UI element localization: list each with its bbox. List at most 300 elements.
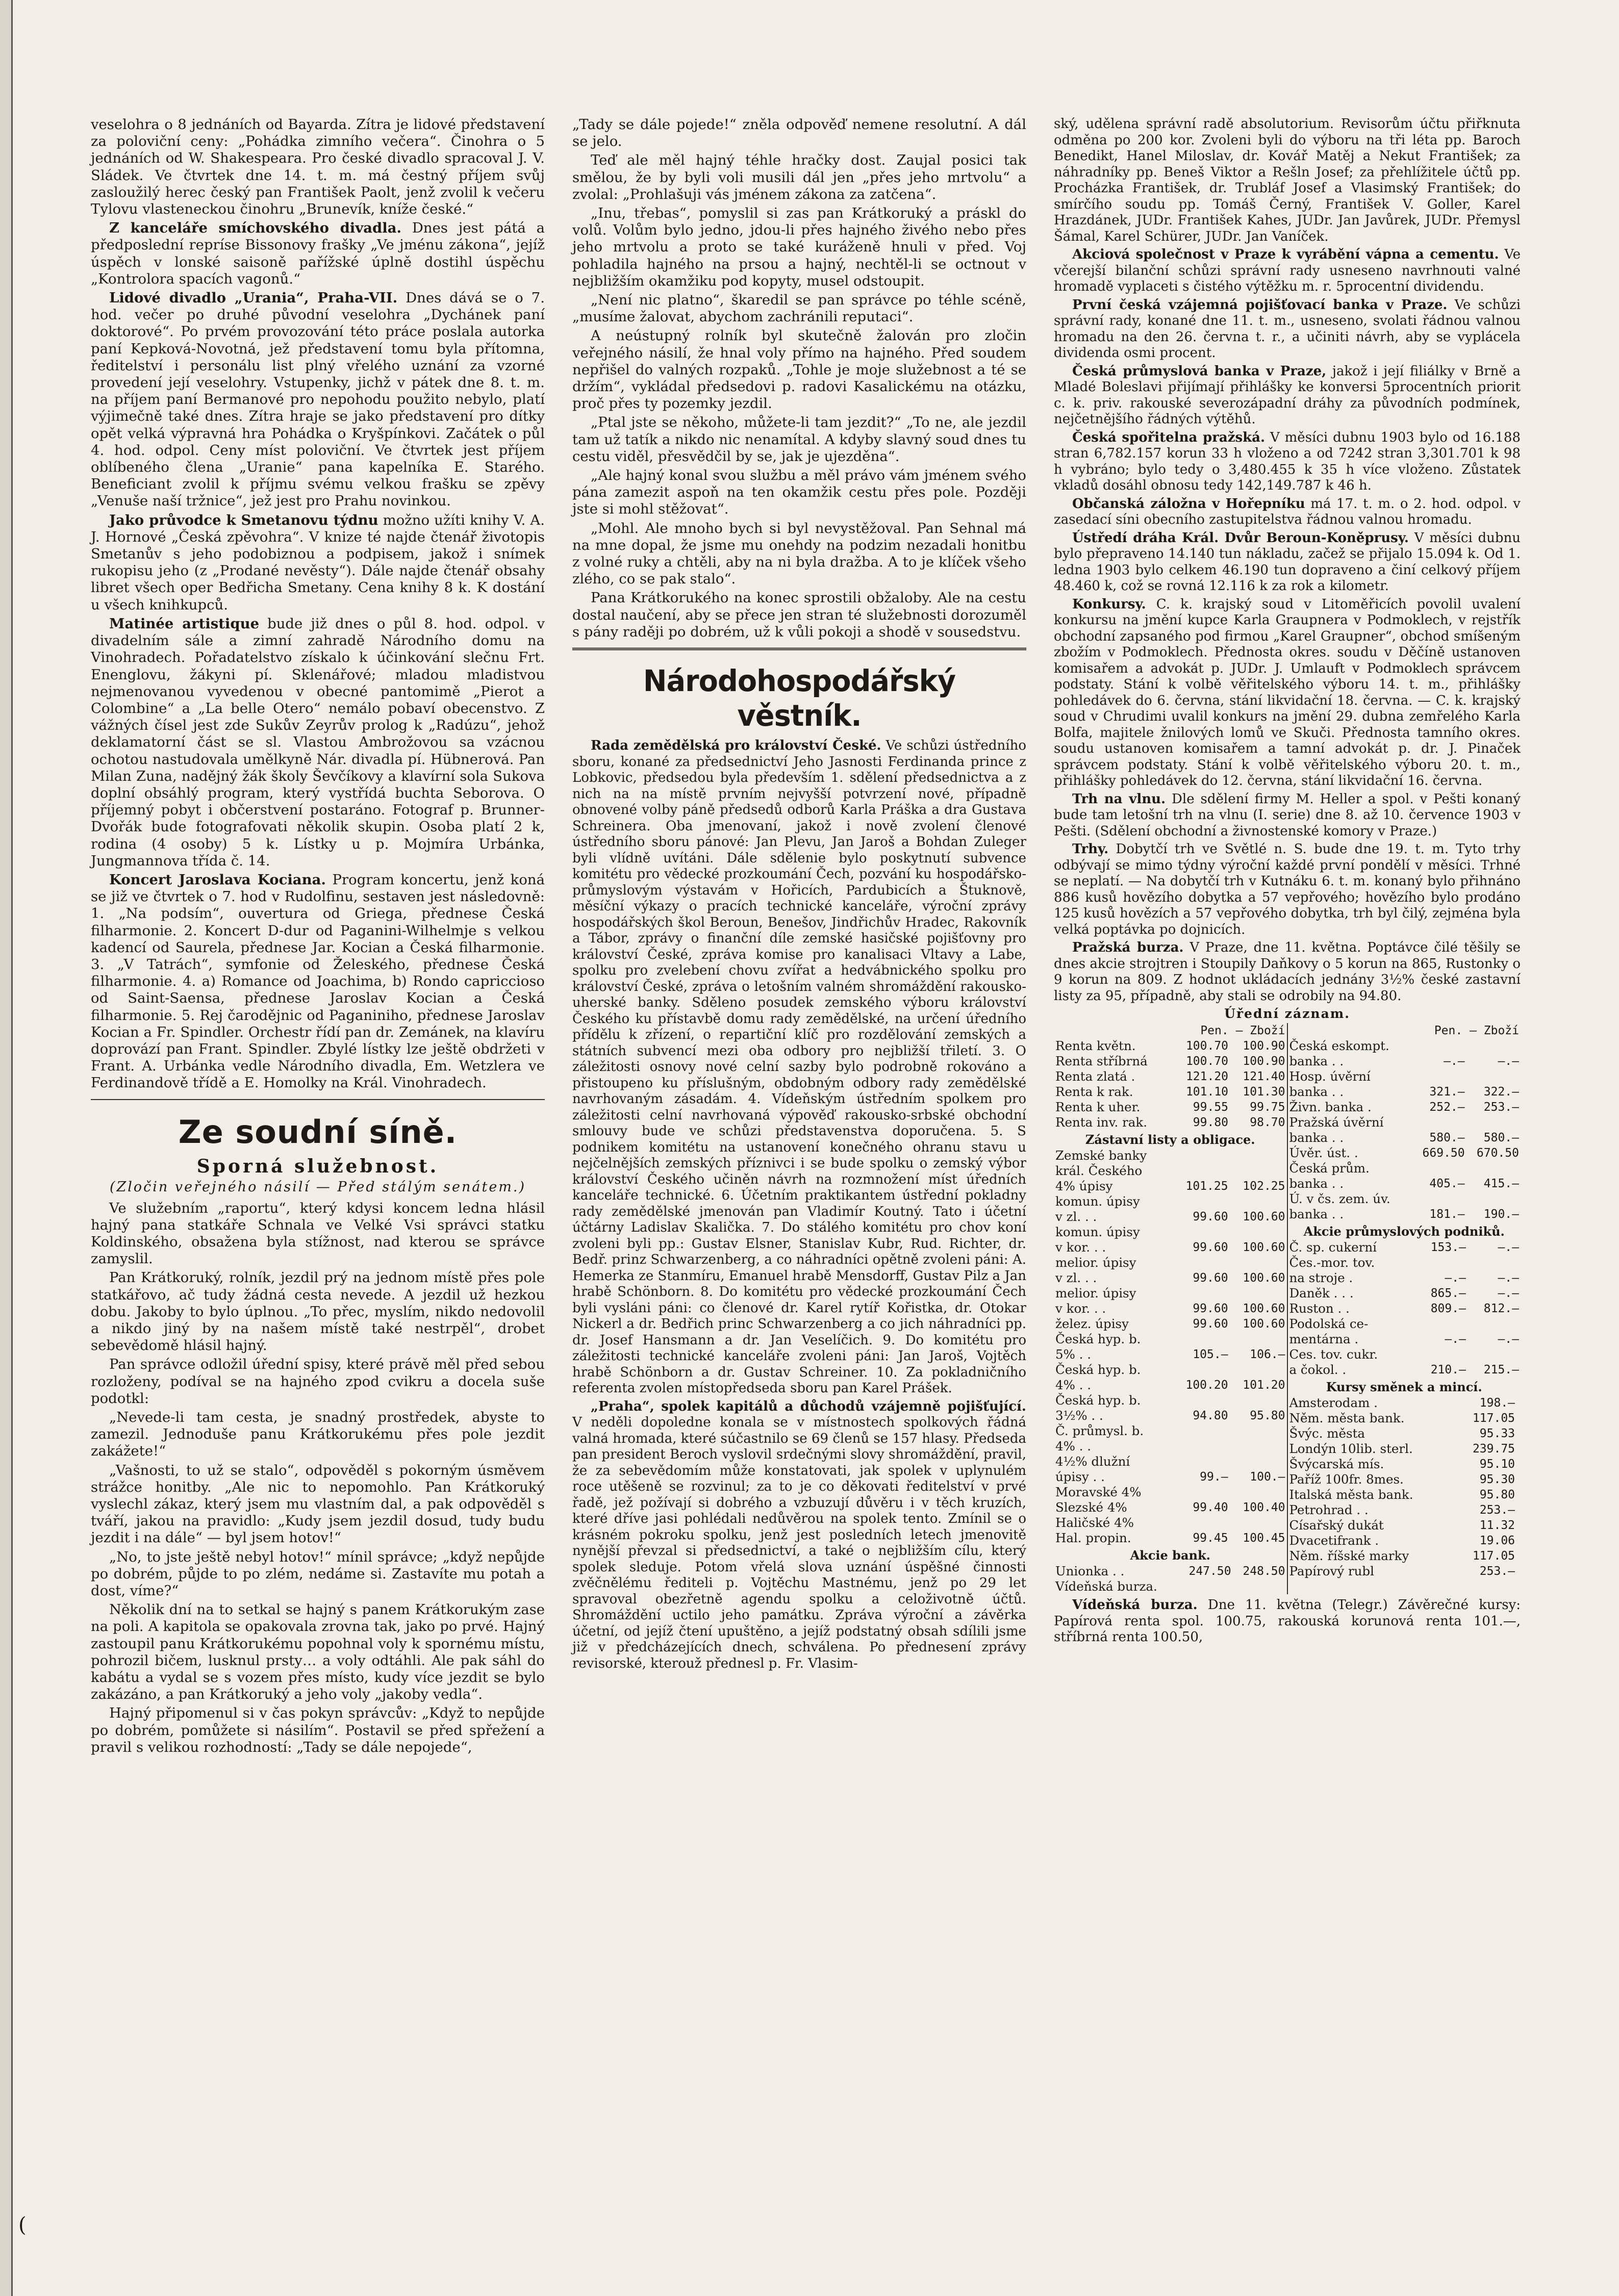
table-row xyxy=(1288,1084,1521,1100)
price-cell: 247.50 xyxy=(1188,1565,1231,1578)
agri-council-text: Ve schůzi ústředního sboru, konané za předsednictví Jeho Jasnosti Ferdinanda prince z Lobkovic, předsedou byla především 1. sdělení předsednictva a z nich na na místě prvním nejvyšší potvrzení nové, případně obnovené volby páně předsedů odborů Karla Práška a dra Gustava Schreinera. Oba jmenovaní, jakož i nově zvolení členové ústředního sboru pánové: Jan Plevu, Jan Jaroš a Bohdan Zuleger byli vlídně uvítáni. Dále sdělenie bylo poskytnutí subvence komitétu pro vědecké prozkoumání Čech, pozvání ku hospodářsko-průmyslovým výstavám v Hořicích, Pardubicích a Štuknově, měsíční výkazy o pracích technické kanceláře, výroční zprávy hospodářských škol Beroun, Benešov, Jindřichův Hradec, Rakovník a Tábor, zprávy o finanční díle zemské hasičské pojišťovny pro království České, zpráva komise pro kanalisaci Vltavy a Labe, spolku pro zvelebení chovu zvířat a hedvábnického spolku pro království České, zpráva o letošním valném shromáždění rakousko-uherské banky. Sděleno posudek zemského výboru království Českého ku přístavbě domu rady zemědělské, na určení úředního přídělu k zřízení, o repartiční klíč pro rozdělování zemských a státních subvencí mezi oba odbory pro nejbližší třiletí. 3. O záležitosti osnovy nové celní sazby bylo podrobně rokováno a přistoupeno ku příslušným, obdobným odbory rady zemědělské navrhovaným zásadám. 4. Vídeňským ústředním spolkem pro záležitosti celní navrhovaná výpověď rakousko-srbské obchodní smlouvy bude ve schůzi představenstva doporučena. 5. S podnikem komitétu na ustanovení konečného ohranu stavu u nejčelnějších zemských příznivci i se bude spolku o zemský výbor království Českého učiněn návrh na rozmnožení míst úředních kanceláře technické. 6. Účetním praktikantem ústřední pokladny rady zemědělské jmenován pan Vladimír Koutný. Tato i účetní účtárny Ladislav Skalička. 7. Do stálého komitétu pro chov koní zvoleni byli pp.: Gustav Elsner, Stanislav Kubr, Rud. Richter, dr. Bedř. prinz Schwarzenberg, a co náhradníci opětně zvoleni páni: A. Hemerka ze Stanmíru, Emanuel hrabě Mensdorff, Gustav Pilz a Jan hrabě Schönborn. 8. Do komitétu pro vědecké prozkoumání Čech byli vysláni páni: co členové dr. Karel rytíř Kořistka, dr. Otokar Nickerl a dr. Bedřich princ Schwarzenberg a co jich náhradníci pp. dr. Josef Hansmann a dr. Jan Veselíčich. 9. Do komitétu pro záležitosti technické kanceláře zvoleni páni: Jan Jaroš, Vojtěch hrabě Schönborn a dr. Gustav Schreiner. 10. Za pokladničního referenta zvolen místopředseda sboru pan Karel Prášek. xyxy=(572,738,1026,1396)
article-paragraph: Hajný připomenul si v čas pokyn správcův: „Když to nepůjde po dobrém, pomůžete si násilím“. Postavil se před spřežení a pravil s velikou rozhodností: „Tady se dále nepojede“, xyxy=(91,1705,545,1755)
price-cell: 322.— xyxy=(1483,1085,1519,1099)
price-cell xyxy=(1516,1411,1521,1426)
price-cell xyxy=(1468,1255,1521,1270)
price-cell xyxy=(1179,1579,1233,1594)
price-cell xyxy=(1412,1069,1466,1084)
exchange-table-right-2 xyxy=(1288,1240,1521,1377)
security-name-cell: Ú. v čs. zem. úv. xyxy=(1289,1191,1390,1206)
price-cell: 248.50 xyxy=(1243,1565,1285,1578)
price-cell xyxy=(1516,1472,1521,1487)
table-row xyxy=(1288,1255,1521,1270)
table-row xyxy=(1054,1423,1287,1439)
security-name-cell: Renta stříbrná xyxy=(1055,1054,1148,1068)
economy-heading: Ústředí dráha Král. Dvůr Beroun-Koněprusy. xyxy=(1072,530,1409,546)
table-row xyxy=(1288,1441,1521,1457)
price-cell xyxy=(1516,1441,1521,1457)
article-paragraph: „Inu, třebas“, pomyslil si zas pan Krátkoruký a práskl do volů. Volům bylo jedno, jdou-li přes hajného živého nebo přes jeho mrtvolu a proto se také kuráženě hnuli v před. Voj pohladila hajného na prsou a hajný, nechtěl-li se octnout v nejbližším okamžiku pod kopyty, musel odstoupit. xyxy=(572,205,1026,289)
price-cell xyxy=(1516,1395,1521,1411)
table-row xyxy=(1054,1255,1287,1270)
price-cell: 121.40 xyxy=(1243,1070,1285,1083)
table-body xyxy=(1054,1038,1287,1130)
table-row xyxy=(1054,1454,1287,1469)
exchange-table-right-3 xyxy=(1288,1395,1521,1579)
matinee-heading: Matinée artistique xyxy=(109,615,260,632)
price-cell: 101.10 xyxy=(1185,1085,1229,1099)
price-cell: 99.60 xyxy=(1193,1271,1228,1285)
security-name-cell: Renta inv. rak. xyxy=(1055,1115,1148,1130)
agri-council-heading: Rada zemědělská pro království České. xyxy=(591,738,881,754)
article-paragraph: Teď ale měl hajný téhle hračky dost. Zaujal posici tak smělou, že by byli voli musili dál jen „přes jeho mrtvolu“ a zvolal: „Prohlašuji vás jménem zákona za zatčena“. xyxy=(572,152,1026,202)
smichov-theatre-heading: Z kanceláře smíchovského divadla. xyxy=(109,220,402,237)
article-paragraph: „Mohl. Ale mnoho bych si byl nevystěžoval. Pan Sehnal má na mne dopal, že jsme mu onehdy na podzim nezadali honitbu z volné ruky a chtěli, aby na ni byla dražba. A to je klíček všeho zlého, co se pak stalo“. xyxy=(572,520,1026,588)
price-cell: 100.60 xyxy=(1243,1317,1285,1331)
urania-theatre-text: Dnes dává se o 7. hod. večer po druhé původní veselohra „Dychánek paní doktorové“. Po prvém provozování této práce poslala autorka paní Kepková-Novotná, jež představení tomu byla přítomna, ředitelství i personálu list plný vřelého uznání za vzorné provedení její veselohry. Vstupenky, jichž v pátek dne 8. t. m. na příjem paní Bermanové pro nepohodu použito nebylo, platí výjimečně také dnes. Zítra hraje se jako představení pro dítky opět velká výpravná hra Pohádka o Kryšpínkovi. Začátek o půl 4. hod. odpol. Ceny míst poloviční. Ve čtvrtek jest příjem oblíbeného člena „Uranie“ pana kapelníka E. Starého. Beneficiant zvolil k příjmu svému velkou frašku se zpěvy „Venuše naší tržnice“, jež jest pro Prahu novinkou. xyxy=(91,290,545,509)
exchange-left xyxy=(1054,1023,1287,1594)
price-cell xyxy=(1230,1362,1287,1377)
price-cell xyxy=(1516,1518,1521,1533)
price-cell: 99.55 xyxy=(1193,1101,1229,1114)
price-cell: —.— xyxy=(1444,1055,1465,1068)
article-paragraph: „Vašnosti, to už se stalo“, odpověděl s pokorným úsměvem strážce honitby. „Ale nic to nepomohlo. Pan Krátkoruký vyslechl zákaz, který jsem mu vlastním dal, a pak odpověděl s tváří, jakou na pravidlo: „Kudy jsem jezdil dosud, tudy budu jezdit i na dále“ — byl jsem hotov!“ xyxy=(91,1462,545,1546)
table-row xyxy=(1054,1100,1287,1115)
table-row xyxy=(1054,1301,1287,1316)
vienna-exchange-heading: Vídeňská burza. xyxy=(1072,1597,1198,1613)
price-cell: 253.— xyxy=(1483,1101,1519,1114)
price-cell: 117.05 xyxy=(1472,1549,1515,1563)
price-cell: —.— xyxy=(1498,1241,1519,1254)
security-name-cell: Haličské 4% xyxy=(1055,1515,1134,1530)
economy-text: Dobytčí trh ve Světlé n. S. bude dne 19. t. m. Tyto trhy odbývají se mimo týdny výroční každé první pondělí v měsíci. Trhné se neplatí. — Na dobytčí trh v Kutnáku 6. t. m. konaný bylo přihnáno 886 kusů hovězího dobytka a 57 vepřového; hovězího bylo prodáno 125 kusů hovězích a 57 vepřového dobytka, trh byl čilý, zejména byla velká poptávka po dojnicích. xyxy=(1054,841,1521,937)
price-cell xyxy=(1173,1255,1230,1270)
table-row xyxy=(1288,1161,1521,1176)
price-cell xyxy=(1173,1362,1230,1377)
price-cell: —.— xyxy=(1445,1333,1466,1346)
table-row xyxy=(1288,1115,1521,1130)
price-cell xyxy=(1230,1148,1287,1163)
price-cell: 95.30 xyxy=(1479,1473,1515,1486)
price-cell xyxy=(1516,1426,1521,1441)
table-row xyxy=(1288,1069,1521,1084)
table-row xyxy=(1288,1426,1521,1441)
security-name-cell: Londýn 10lib. sterl. xyxy=(1289,1441,1413,1456)
article-paragraph: „Ale hajný konal svou službu a měl právo vám jménem svého pána zamezit aspoň na ten okamžik cestu přes pole. Později jste si mohl stěžovat“. xyxy=(572,467,1026,518)
price-cell: 100.— xyxy=(1250,1470,1285,1484)
security-name-cell: Papírový rubl xyxy=(1289,1564,1374,1578)
price-cell xyxy=(1468,1316,1521,1332)
table-row xyxy=(1288,1502,1521,1518)
price-cell: 405.— xyxy=(1429,1177,1465,1190)
security-name-cell: Petrohrad . . xyxy=(1289,1502,1369,1517)
security-name-cell: 4% . . xyxy=(1055,1439,1092,1453)
security-name-cell: Česká hyp. b. xyxy=(1055,1362,1141,1377)
price-cell: 215.— xyxy=(1483,1363,1519,1376)
table-row xyxy=(1288,1332,1521,1347)
matinee-text: bude již dnes o půl 8. hod. odpol. v divadelním sále a zimní zahradě Národního domu na Vinohradech. Pořadatelstvo získalo k účinkování slečnu Frt. Enenglovu, žákyni pí. Sklenářové; mladou mladistvou nejmenovanou vyvedenou v obecné pantomimě „Pierot a Colombine“ a „La belle Otero“ nemálo pobaví obecenstvo. Z vážných čísel jest zde Sukův Zeyrův prolog k „Radúzu“, jehož deklamatorní část se sl. Vlastou Ambrožovou sa vzácnou ochotou nastudovala umělkyně Nár. divadla pí. Hübnerová. Pan Milan Zuna, nadějný žák školy Ševčíkovy a klavírní sola Sukova doplní obsáhlý program, který vystřídá buchta Seborova. O příjemný pobyt i občerstvení postaráno. Fotograf p. Brunner-Dvořák bude fotografovati několik skupin. Osoba platí 2 k, rodina (4 osoby) 5 k. Lístky u p. Mojmíra Urbánka, Jungmannova třída č. 14. xyxy=(91,615,545,869)
security-name-cell: Česká hyp. b. xyxy=(1055,1332,1141,1346)
price-cell: 100.60 xyxy=(1243,1302,1285,1315)
praha-society-heading: „Praha“, spolek kapitálů a důchodů vzájemně pojišťující. xyxy=(591,1398,1026,1414)
column-header: Pen. — Zboží xyxy=(1434,1024,1519,1037)
section-divider xyxy=(91,1099,545,1100)
table-row xyxy=(1054,1332,1287,1347)
price-cell: 190.— xyxy=(1483,1208,1519,1221)
price-cell xyxy=(1173,1485,1230,1500)
price-cell: 105.— xyxy=(1193,1348,1228,1361)
economy-text: jakož i její filiálky v Brně a Mladé Boleslavi přijímají přihlášky ke konversi 5procentních priorit c. k. priv. rakouské severozápadní dráhy za původních podmínek, nejčetnějšího řádných výtěhů. xyxy=(1054,363,1521,427)
article-paragraph: Pan správce odložil úřední spisy, které právě měl před sebou rozloženy, podíval se na hajného zpod cvikru a docela suše podotkl: xyxy=(91,1356,545,1407)
exchange-table-left xyxy=(1054,1023,1287,1130)
price-cell: 117.05 xyxy=(1472,1412,1515,1425)
price-cell: 95.80 xyxy=(1479,1488,1515,1501)
security-name-cell: banka . . xyxy=(1289,1207,1344,1221)
smetana-week-heading: Jako průvodce k Smetanovu týdnu xyxy=(109,512,378,528)
table-row xyxy=(1054,1179,1287,1194)
economy-text: V Praze, dne 11. května. Poptávce čilé těšily se dnes akcie strojtren i Stoupily Daňkovy o 5 korun na 865, Rustonky o 9 korun na 809. Z hodnot ukládacích jednány 3½% české zastavní listy za 95, případně, aby stali se odrobily na 94.80. xyxy=(1054,940,1521,1004)
security-name-cell: Moravské 4% xyxy=(1055,1485,1142,1499)
security-name-cell: 4½% dlužní xyxy=(1055,1454,1130,1469)
security-name-cell: Něm. města bank. xyxy=(1289,1411,1405,1425)
table-row xyxy=(1288,1564,1521,1579)
price-cell xyxy=(1173,1454,1230,1469)
price-cell xyxy=(1466,1069,1521,1084)
price-cell: 580.— xyxy=(1483,1131,1519,1144)
bank-shares-heading: Akcie bank. xyxy=(1130,1548,1210,1563)
economy-note xyxy=(1054,430,1521,494)
price-cell xyxy=(1516,1502,1521,1518)
table-row xyxy=(1054,1439,1287,1454)
price-cell: 100.60 xyxy=(1243,1271,1285,1285)
security-name-cell: Amsterodam . xyxy=(1289,1395,1378,1410)
security-name-cell: Švýc. města xyxy=(1289,1426,1365,1441)
table-row xyxy=(1288,1145,1521,1161)
security-name-cell: Dvacetifrank . xyxy=(1289,1533,1379,1548)
table-row xyxy=(1054,1194,1287,1209)
security-name-cell: banka . . xyxy=(1289,1130,1344,1145)
margin-bracket: ( xyxy=(18,2213,27,2237)
price-cell xyxy=(1230,1439,1287,1454)
article-paragraph: Pana Krátkorukého na konec sprostili obžaloby. Ale na cestu dostal naučení, aby se přece jen stran té služebnosti dorozuměl s pány raději po dobrém, už k vůli pokoji a shodě v sousedstvu. xyxy=(572,590,1026,640)
price-cell xyxy=(1230,1163,1287,1179)
economy-heading: Pražská burza. xyxy=(1072,940,1184,955)
price-cell: 95.33 xyxy=(1479,1427,1515,1440)
table-row xyxy=(1054,1408,1287,1423)
table-body xyxy=(1054,1564,1287,1594)
table-row xyxy=(1288,1518,1521,1533)
price-cell: 99.60 xyxy=(1193,1302,1228,1315)
price-cell: 415.— xyxy=(1483,1177,1519,1190)
price-cell: 100.90 xyxy=(1243,1039,1285,1053)
security-name-cell: v kor. . . xyxy=(1055,1301,1106,1316)
column-3 xyxy=(1054,116,1521,1648)
urania-theatre-note xyxy=(91,290,545,510)
price-cell xyxy=(1173,1332,1230,1347)
security-name-cell: Čes.-mor. tov. xyxy=(1289,1255,1375,1270)
price-cell xyxy=(1516,1487,1521,1502)
kocian-concert-note xyxy=(91,872,545,1092)
table-row xyxy=(1288,1472,1521,1487)
price-cell: 100.60 xyxy=(1243,1241,1285,1254)
price-cell: 100.40 xyxy=(1243,1501,1285,1514)
security-name-cell: Podolská ce- xyxy=(1289,1316,1369,1331)
price-cell: 99.60 xyxy=(1193,1241,1228,1254)
article-paragraph: „Tady se dále pojede!“ zněla odpověď nemene resolutní. A dál se jelo. xyxy=(572,116,1026,150)
security-name-cell: Hal. propin. xyxy=(1055,1530,1131,1545)
table-row xyxy=(1288,1548,1521,1564)
table-row xyxy=(1288,1286,1521,1301)
security-name-cell: v kor. . . xyxy=(1055,1240,1106,1255)
price-cell: 99.— xyxy=(1200,1470,1228,1484)
security-name-cell: Ces. tov. cukr. xyxy=(1289,1347,1378,1362)
security-name-cell: Č. průmysl. b. xyxy=(1055,1423,1144,1438)
price-cell xyxy=(1414,1316,1468,1332)
table-row xyxy=(1288,1362,1521,1377)
price-cell xyxy=(1466,1115,1521,1130)
economy-heading: Akciová společnost v Praze k vyrábění vápna a cementu. xyxy=(1072,247,1499,262)
security-name-cell: komun. úpisy xyxy=(1055,1194,1140,1209)
price-cell xyxy=(1516,1548,1521,1564)
price-cell: 670.50 xyxy=(1476,1146,1519,1160)
bills-coins-heading: Kursy směnek a mincí. xyxy=(1326,1380,1482,1394)
security-name-cell: melior. úpisy xyxy=(1055,1255,1136,1270)
table-row xyxy=(1054,1500,1287,1515)
economy-text: Ve včerejší bilanční schůzi správní rady usneseno navrhnouti valné hromadě vyplaceti s čistého výtěžku m. r. 5procentní dividendu. xyxy=(1054,247,1521,294)
price-cell xyxy=(1414,1255,1468,1270)
price-cell xyxy=(1173,1423,1230,1439)
smetana-week-text: možno užíti knihy V. A. J. Hornové „Česká zpěvohra“. V knize té najde čtenář životopis Smetanův s jeho podobiznou a podpisem, jakož i snímek rukopisu jeho (z „Prodané nevěsty“). Dále najde čtenář obsahy libret všech oper Bedřicha Smetany. Cena knihy 8 k. K dostání u všech knihkupců. xyxy=(91,512,545,613)
price-cell xyxy=(1230,1393,1287,1408)
economy-heading: Trhy. xyxy=(1072,841,1109,857)
table-row xyxy=(1288,1270,1521,1286)
security-name-cell: Italská města bank. xyxy=(1289,1487,1413,1502)
security-name-cell: Živn. banka . xyxy=(1289,1100,1372,1114)
table-row xyxy=(1054,1224,1287,1240)
price-cell xyxy=(1466,1038,1521,1054)
article-paragraph: Pan Krátkoruký, rolník, jezdil prý na jednom místě přes pole statkářovo, ač tudy žádná cesta nevede. A jezdil už hezkou dobu. Jakoby to bylo úplnou. „To přec, myslím, nikdo nedovolil a nikdo jiný by na našem místě také nestrpěl“, drobet sebevědomě hlásil hajný. xyxy=(91,1269,545,1354)
table-row xyxy=(1288,1395,1521,1411)
security-name-cell: Česká prům. xyxy=(1289,1161,1370,1176)
price-cell: 99.45 xyxy=(1193,1532,1228,1545)
price-cell: 94.80 xyxy=(1193,1409,1228,1422)
theatre-note-1: veselohra o 8 jednáních od Bayarda. Zítra je lidové představení za poloviční ceny: „Pohádka zimního večera“. Činohra o 5 jednáních od W. Shakespeara. Pro české divadlo spracoval J. V. Sládek. Ve čtvrtek dne 14. t. m. má čestný příjem svůj zasloužilý herec český pan František Paolt, jenž zvolil k večeru Tylovu vlasteneckou činohru „Brunevík, kníže české.“ xyxy=(91,116,545,218)
price-cell: 99.80 xyxy=(1193,1116,1229,1129)
table-row xyxy=(1054,1240,1287,1255)
column-header: Pen. — Zboží xyxy=(1200,1024,1285,1037)
price-cell: 100.20 xyxy=(1185,1379,1228,1392)
price-cell xyxy=(1412,1115,1466,1130)
price-cell xyxy=(1230,1286,1287,1301)
price-cell: 99.60 xyxy=(1193,1317,1228,1331)
price-cell: 11.32 xyxy=(1479,1519,1515,1532)
table-row xyxy=(1288,1191,1521,1207)
price-cell: 101.30 xyxy=(1243,1085,1285,1099)
security-name-cell: Renta květn. xyxy=(1055,1038,1136,1053)
kocian-concert-text: Program koncertu, jenž koná se již ve čtvrtek o 7. hod v Rudolfinu, sestaven jest následovně: 1. „Na podsím“, ouvertura od Griega, přednese Česká filharmonie. 2. Koncert D-dur od Paganini-Wilhelmje s velkou kadencí od Saurela, přednese Jar. Kocian a Česká filharmonie. 3. „V Tatrách“, symfonie od Želeského, přednese Česká filharmonie. 4. a) Romance od Joachima, b) Rondo capriccioso od Saint-Saensa, přednese Jaroslav Kocian a Česká filharmonie. 5. Rej čarodějnic od Paganiniho, přednese Jaroslav Kocian a Fr. Spindler. Orchestr řídí pan dr. Zemánek, na klavíru doprovází pan Frant. Spindler. Zbylé lístky lze ještě obdržeti v Frant. A. Urbánka vedle Národního divadla, Em. Wetzlera ve Ferdinandově třídě a E. Homolky na Král. Vinohradech. xyxy=(91,871,545,1091)
security-name-cell: banka . . xyxy=(1289,1084,1344,1099)
table-row xyxy=(1288,1207,1521,1222)
section-divider xyxy=(572,648,1026,650)
economy-note xyxy=(1054,530,1521,595)
table-header-row xyxy=(1288,1023,1521,1038)
economy-heading: První česká vzájemná pojišťovací banka v Praze. xyxy=(1072,297,1448,313)
industrial-shares-heading: Akcie průmyslových podniků. xyxy=(1303,1224,1505,1239)
article-paragraph: „Nevede-li tam cesta, je snadný prostředek, abyste to zamezil. Jednoduše panu Krátkorukému přes pole jezdit zakážete!“ xyxy=(91,1409,545,1460)
article-paragraph: A neústupný rolník byl skutečně žalován pro zločin veřejného násilí, že hnal voly přímo na hajného. Před soudem nepřišel do valných rozpaků. „Tohle je moje služebnost a té se držím“, vykládal předsedovi p. radovi Kasalickému na otázku, proč přes ty pozemky jezdil. xyxy=(572,327,1026,412)
economy-note xyxy=(1054,792,1521,840)
price-cell: —.— xyxy=(1498,1333,1519,1346)
price-cell: 812.— xyxy=(1483,1302,1519,1315)
price-cell: 239.75 xyxy=(1472,1442,1515,1456)
security-name-cell: Něm. říšské marky xyxy=(1289,1548,1409,1563)
price-cell: 100.70 xyxy=(1185,1039,1229,1053)
economy-note xyxy=(1054,364,1521,428)
economy-heading: Trh na vlnu. xyxy=(1072,791,1166,807)
security-name-cell: banka . . xyxy=(1289,1054,1344,1068)
table-row xyxy=(1288,1457,1521,1472)
price-cell: 669.50 xyxy=(1422,1146,1465,1160)
table-row xyxy=(1288,1487,1521,1502)
price-cell xyxy=(1173,1224,1230,1240)
economy-section-title: Národohospodářský věstník. xyxy=(643,664,956,733)
price-cell xyxy=(1173,1515,1230,1530)
table-row xyxy=(1288,1100,1521,1115)
security-name-cell: Vídeňská burza. xyxy=(1055,1579,1157,1594)
table-row xyxy=(1054,1393,1287,1408)
price-cell: 198.— xyxy=(1479,1396,1515,1410)
table-body xyxy=(1288,1038,1521,1222)
security-name-cell: Ruston . . xyxy=(1289,1301,1350,1316)
price-cell: 99.40 xyxy=(1193,1501,1228,1514)
table-row xyxy=(1054,1564,1287,1579)
column-2 xyxy=(572,116,1026,1674)
security-name-cell: 5% . . xyxy=(1055,1347,1092,1362)
price-cell xyxy=(1468,1347,1521,1362)
table-row xyxy=(1288,1347,1521,1362)
security-name-cell: Hosp. úvěrní xyxy=(1289,1069,1371,1084)
security-name-cell: Č. sp. cukerní xyxy=(1289,1240,1377,1255)
price-cell xyxy=(1516,1564,1521,1579)
security-name-cell: Úvěr. úst. . xyxy=(1289,1145,1358,1160)
table-row xyxy=(1288,1301,1521,1316)
economy-text: má 17. t. m. o 2. hod. odpol. v zasedací síni obecního zastupitelstva řádnou valnou hromadu. xyxy=(1054,496,1521,527)
table-row xyxy=(1054,1530,1287,1546)
table-row xyxy=(1054,1148,1287,1163)
article-paragraph: „No, to jste ještě nebyl hotov!“ mínil správce; „když nepůjde po dobrém, půjde to po zlém, nedáme si. Zastavíte mu potah a dost, víme?“ xyxy=(91,1548,545,1599)
praha-society-text: V neděli dopoledne konala se v místnostech spolkových řádná valná hromada, které súčastnilo se 69 členů se 157 hlasy. Předseda pan president Beroch vyslovil srdečnými slovy shromáždění, pravil, že za sebevědomím může konstatovati, jak spolek v uplynulém roce utěšeně se rozvinul; za to je co děkovati ředitelství v prvé řadě, jež požívají si dobrého a vzbuzují důvěru i v těch kruzích, které dříve jasi pohlédali nedůvěrou na spolek tento. Zmínil se o krásném pokroku spolku, jenž jest posledních letech jmenovitě nynější převzal si předsednictví, a také o nejbližším cílu, který spolek sleduje. Potom vřelá slova uznání úspěšné činnosti zvěčnělému řediteli p. Vojtěchu Mastnému, jenž po 29 let spravoval obezřetně agendu spolku a celoživotně účtů. Shromáždění uctilo jeho památku. Zpráva výroční a závěrka účetní, od jejíž čtení upuštěno, a jejíž podstatný obsah sdílili jsme již v předcházejících dnech, schválena. Po přednesení zprávy revisorské, kterouž přednesl p. Fr. Vlasim- xyxy=(572,1415,1026,1671)
price-cell xyxy=(1230,1224,1287,1240)
economy-note xyxy=(1054,841,1521,938)
price-cell: 181.— xyxy=(1429,1208,1465,1221)
vienna-exchange-note xyxy=(1054,1597,1521,1646)
price-cell xyxy=(1173,1286,1230,1301)
table-row xyxy=(1288,1411,1521,1426)
table-row xyxy=(1054,1469,1287,1485)
table-row xyxy=(1054,1347,1287,1362)
table-row xyxy=(1054,1286,1287,1301)
security-name-cell: a čokol. . xyxy=(1289,1362,1347,1377)
security-name-cell: Renta k rak. xyxy=(1055,1084,1133,1099)
smetana-week-note xyxy=(91,512,545,614)
price-cell: 321.— xyxy=(1429,1085,1465,1099)
exchange-table-right xyxy=(1288,1023,1521,1222)
security-name-cell: Renta zlatá . xyxy=(1055,1069,1135,1084)
price-cell xyxy=(1230,1485,1287,1500)
kocian-concert-heading: Koncert Jaroslava Kociana. xyxy=(109,871,326,888)
price-cell xyxy=(1414,1347,1468,1362)
exchange-right xyxy=(1287,1023,1521,1594)
price-cell xyxy=(1412,1191,1466,1207)
price-cell xyxy=(1233,1579,1287,1594)
price-cell: 100.70 xyxy=(1185,1055,1229,1068)
exchange-table-heading: Úřední záznam. xyxy=(1224,1006,1350,1021)
column-1 xyxy=(91,116,545,1758)
price-cell: —.— xyxy=(1498,1287,1519,1300)
article-paragraph: Ve služebním „raportu“, který kdysi koncem ledna hlásil hajný pana statkáře Schnala ve Velké Vsi správci statku Koldinského, obsažena byla stížnost, nad kterou se správce zamyslil. xyxy=(91,1200,545,1267)
security-name-cell: Renta k uher. xyxy=(1055,1100,1141,1114)
economy-heading: Konkursy. xyxy=(1072,596,1146,612)
price-cell: 95.10 xyxy=(1479,1458,1515,1471)
security-name-cell: komun. úpisy xyxy=(1055,1224,1140,1239)
table-row xyxy=(1054,1485,1287,1500)
security-name-cell: Unionka . . xyxy=(1055,1564,1125,1578)
table-body xyxy=(1054,1148,1287,1546)
table-row xyxy=(1054,1069,1287,1084)
price-cell: 253.— xyxy=(1479,1503,1515,1517)
security-name-cell: Česká eskompt. xyxy=(1289,1038,1389,1053)
table-row xyxy=(1288,1176,1521,1191)
table-row xyxy=(1054,1054,1287,1069)
price-cell xyxy=(1173,1148,1230,1163)
table-row xyxy=(1054,1038,1287,1054)
security-name-cell: 3½% . . xyxy=(1055,1408,1103,1423)
article-title: Sporná služebnost. xyxy=(196,1155,439,1177)
praha-society-note xyxy=(572,1399,1026,1672)
security-name-cell: v zl. . . xyxy=(1055,1270,1097,1285)
price-cell: 809.— xyxy=(1430,1302,1466,1315)
security-name-cell: úpisy . . xyxy=(1055,1469,1105,1484)
table-row xyxy=(1054,1115,1287,1130)
price-cell xyxy=(1173,1393,1230,1408)
security-name-cell: Česká hyp. b. xyxy=(1055,1393,1141,1408)
price-cell: 865.— xyxy=(1430,1287,1466,1300)
table-row xyxy=(1054,1163,1287,1179)
security-name-cell: želez. úpisy xyxy=(1055,1316,1129,1331)
economy-note xyxy=(1054,940,1521,1004)
security-name-cell: banka . . xyxy=(1289,1176,1344,1191)
table-row xyxy=(1054,1316,1287,1332)
article-paragraph: „Není nic platno“, škaredil se pan správce po téhle scéně, „musíme žalovat, abychom zachránili reputaci“. xyxy=(572,292,1026,325)
table-row xyxy=(1054,1362,1287,1377)
table-row xyxy=(1288,1240,1521,1255)
price-cell xyxy=(1173,1163,1230,1179)
table-row xyxy=(1288,1038,1521,1054)
security-name-cell: Zemské banky xyxy=(1055,1148,1147,1163)
table-row xyxy=(1288,1533,1521,1548)
article-paragraph: Několik dní na to setkal se hajný s panem Krátkorukým zase na poli. A kapitola se opakovala zrovna tak, jako po prvé. Hajný zastoupil panu Krátkorukému popohnal voly k spornému místu, pohrozil bičem, lusknul prsty… a voly odtáhli. Ale pak sáhl do kabátu a vydal se s vozem přes místo, kudy více jezdit se bylo zakázáno, a pan Krátkoruký a jeho voly „jakoby vedla“. xyxy=(91,1601,545,1703)
table-row xyxy=(1054,1084,1287,1100)
table-header-row xyxy=(1054,1023,1287,1038)
price-cell: 100.90 xyxy=(1243,1055,1285,1068)
economy-text: Dle sdělení firmy M. Heller a spol. v Pešti konaný bude tam letošní trh na vlnu (I. serie) dne 8. až 10. července 1903 v Pešti. (Sdělení obchodní a živnostenské komory v Praze.) xyxy=(1054,791,1521,839)
price-cell xyxy=(1412,1161,1466,1176)
price-cell: —.— xyxy=(1498,1271,1519,1285)
table-row xyxy=(1054,1270,1287,1286)
security-name-cell: v zl. . . xyxy=(1055,1209,1097,1224)
economy-note xyxy=(1054,297,1521,362)
matinee-note xyxy=(91,616,545,870)
table-body xyxy=(1288,1240,1521,1377)
